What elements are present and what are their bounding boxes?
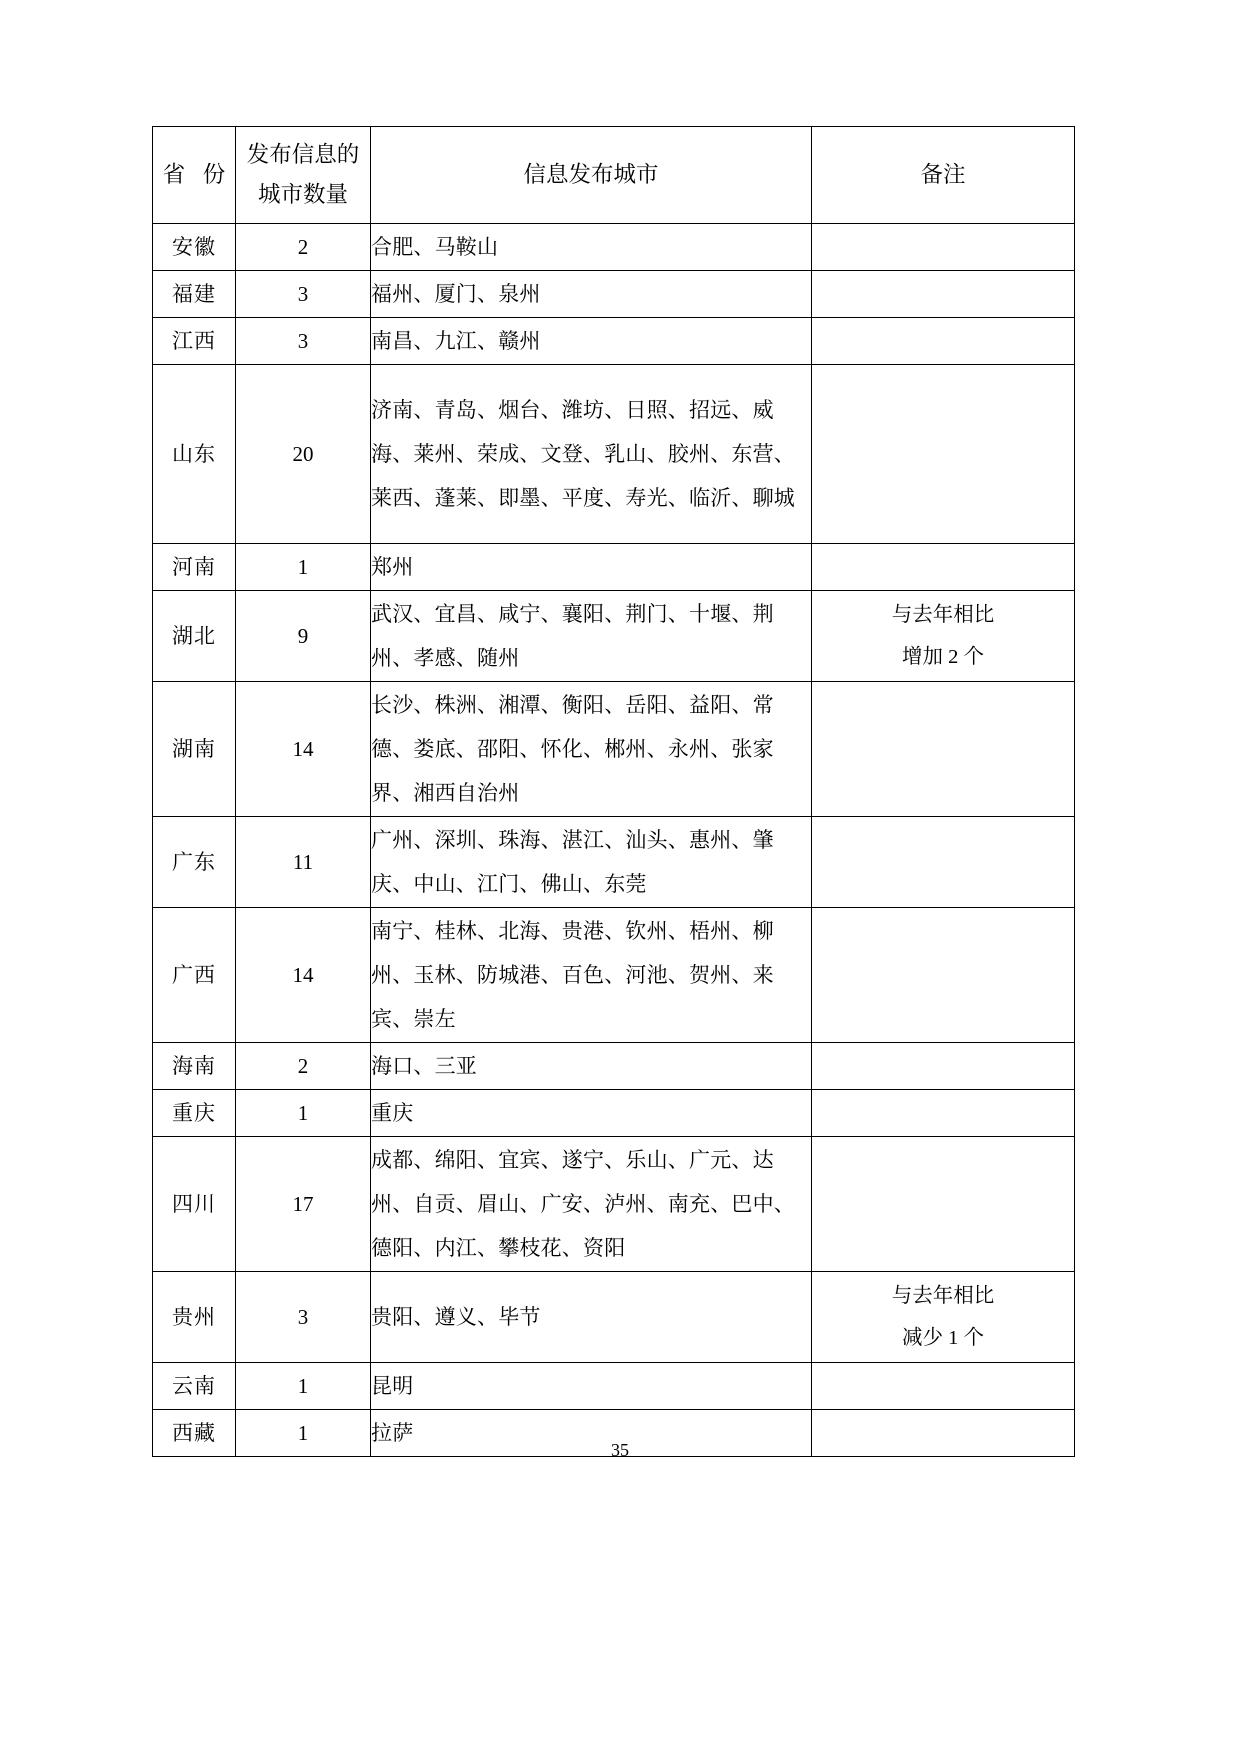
cell-province: 江西 — [153, 318, 236, 365]
cell-city-count: 14 — [236, 682, 371, 817]
remark-line-1: 与去年相比 — [891, 604, 995, 626]
column-header-city-count — [236, 127, 371, 224]
cell-province: 山东 — [153, 365, 236, 544]
cell-remark — [812, 817, 1075, 908]
cell-province: 西藏 — [153, 1410, 236, 1457]
cell-cities: 重庆 — [371, 1090, 812, 1137]
cell-cities: 长沙、株洲、湘潭、衡阳、岳阳、益阳、常德、娄底、邵阳、怀化、郴州、永州、张家界、湘西自治州 — [371, 682, 812, 817]
cell-cities: 海口、三亚 — [371, 1043, 812, 1090]
cell-city-count: 3 — [236, 271, 371, 318]
cell-city-count: 2 — [236, 224, 371, 271]
cell-province: 广东 — [153, 817, 236, 908]
cell-remark — [812, 682, 1075, 817]
remark-line-2: 增加 2 个 — [902, 646, 984, 668]
table-row — [153, 1090, 1075, 1137]
cell-province: 福建 — [153, 271, 236, 318]
cell-remark — [812, 591, 1075, 682]
province-city-table — [152, 126, 1075, 1457]
table-row — [153, 682, 1075, 817]
cell-remark — [812, 1090, 1075, 1137]
column-header-province: 省 份 — [153, 127, 236, 224]
cell-city-count: 3 — [236, 1272, 371, 1363]
table-row — [153, 817, 1075, 908]
cell-city-count: 1 — [236, 1090, 371, 1137]
cell-remark — [812, 365, 1075, 544]
cell-cities: 郑州 — [371, 544, 812, 591]
table-body — [153, 224, 1075, 1457]
cell-province: 海南 — [153, 1043, 236, 1090]
table-row — [153, 1137, 1075, 1272]
cell-cities: 南宁、桂林、北海、贵港、钦州、梧州、柳州、玉林、防城港、百色、河池、贺州、来宾、崇左 — [371, 908, 812, 1043]
column-header-cities: 信息发布城市 — [371, 127, 812, 224]
cell-city-count: 9 — [236, 591, 371, 682]
cell-city-count: 2 — [236, 1043, 371, 1090]
cell-cities: 武汉、宜昌、咸宁、襄阳、荆门、十堰、荆州、孝感、随州 — [371, 591, 812, 682]
remark-line-2: 减少 1 个 — [902, 1327, 984, 1349]
table-row — [153, 544, 1075, 591]
column-header-city-count-line1: 发布信息的 — [246, 142, 360, 167]
column-header-remark: 备注 — [812, 127, 1075, 224]
cell-city-count: 20 — [236, 365, 371, 544]
table-row — [153, 224, 1075, 271]
cell-remark — [812, 318, 1075, 365]
cell-city-count: 1 — [236, 1410, 371, 1457]
cell-province: 广西 — [153, 908, 236, 1043]
cell-cities: 昆明 — [371, 1363, 812, 1410]
cell-remark — [812, 1043, 1075, 1090]
cell-province: 安徽 — [153, 224, 236, 271]
cell-province: 四川 — [153, 1137, 236, 1272]
table-row — [153, 591, 1075, 682]
table-row — [153, 318, 1075, 365]
cell-cities: 广州、深圳、珠海、湛江、汕头、惠州、肇庆、中山、江门、佛山、东莞 — [371, 817, 812, 908]
cell-city-count: 14 — [236, 908, 371, 1043]
cell-remark — [812, 1363, 1075, 1410]
cell-cities: 合肥、马鞍山 — [371, 224, 812, 271]
cell-cities: 济南、青岛、烟台、潍坊、日照、招远、威海、莱州、荣成、文登、乳山、胶州、东营、莱西、蓬莱、即墨、平度、寿光、临沂、聊城 — [371, 365, 812, 544]
cell-remark — [812, 224, 1075, 271]
table-row — [153, 365, 1075, 544]
cell-city-count: 17 — [236, 1137, 371, 1272]
cell-remark — [812, 544, 1075, 591]
table-row — [153, 271, 1075, 318]
province-city-table-wrapper — [152, 126, 1074, 1457]
cell-cities: 南昌、九江、赣州 — [371, 318, 812, 365]
cell-city-count: 1 — [236, 1363, 371, 1410]
cell-province: 河南 — [153, 544, 236, 591]
cell-province: 湖北 — [153, 591, 236, 682]
cell-province: 湖南 — [153, 682, 236, 817]
table-row — [153, 1043, 1075, 1090]
table-header — [153, 127, 1075, 224]
cell-cities: 福州、厦门、泉州 — [371, 271, 812, 318]
remark-line-1: 与去年相比 — [891, 1285, 995, 1307]
cell-province: 云南 — [153, 1363, 236, 1410]
cell-city-count: 3 — [236, 318, 371, 365]
table-row — [153, 1272, 1075, 1363]
page-number: 35 — [611, 1440, 629, 1460]
cell-cities: 拉萨 — [371, 1410, 812, 1457]
table-row — [153, 1363, 1075, 1410]
cell-remark — [812, 1137, 1075, 1272]
cell-cities: 成都、绵阳、宜宾、遂宁、乐山、广元、达州、自贡、眉山、广安、泸州、南充、巴中、德阳、内江、攀枝花、资阳 — [371, 1137, 812, 1272]
cell-remark — [812, 908, 1075, 1043]
cell-province: 重庆 — [153, 1090, 236, 1137]
column-header-city-count-line2: 城市数量 — [257, 182, 348, 207]
cell-remark — [812, 271, 1075, 318]
table-header-row — [153, 127, 1075, 224]
cell-city-count: 1 — [236, 544, 371, 591]
cell-city-count: 11 — [236, 817, 371, 908]
cell-cities: 贵阳、遵义、毕节 — [371, 1272, 812, 1363]
table-row — [153, 908, 1075, 1043]
cell-remark — [812, 1272, 1075, 1363]
cell-province: 贵州 — [153, 1272, 236, 1363]
